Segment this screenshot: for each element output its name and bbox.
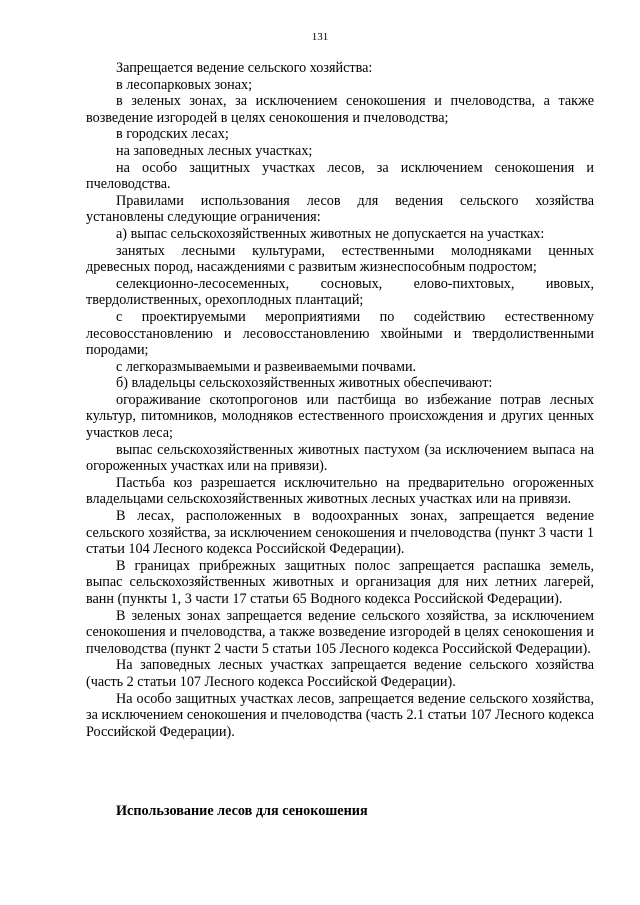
paragraph: в зеленых зонах, за исключением сенокошения и пчеловодства, а также возведение изгородей в целях сенокошения и пчеловодства; bbox=[86, 93, 594, 126]
paragraph: с проектируемыми мероприятиями по содействию естественному лесовосстановлению и лесовосстановлению хвойными и твердолиственными породами; bbox=[86, 308, 594, 359]
paragraph: В границах прибрежных защитных полос запрещается распашка земель, выпас сельскохозяйственных животных и организация для них летних лагерей, ванн (пункты 1, 3 части 17 статьи 65 Водного кодекса Российской Федерации). bbox=[86, 557, 594, 607]
section-heading: Использование лесов для сенокошения bbox=[116, 803, 368, 819]
paragraph: На особо защитных участках лесов, запрещается ведение сельского хозяйства, за исключением сенокошения и пчеловодства (часть 2.1 статьи 107 Лесного кодекса Российской Федерации). bbox=[86, 690, 594, 740]
paragraph: на особо защитных участках лесов, за исключением сенокошения и пчеловодства. bbox=[86, 159, 594, 193]
paragraph: занятых лесными культурами, естественными молодняками ценных древесных пород, насаждениями с развитым жизнеспособным подростом; bbox=[86, 242, 594, 276]
paragraph: а) выпас сельскохозяйственных животных не допускается на участках: bbox=[116, 225, 545, 242]
paragraph: Запрещается ведение сельского хозяйства: bbox=[116, 60, 373, 76]
paragraph: селекционно-лесосеменных, сосновых, елово-пихтовых, ивовых, твердолиственных, орехоплодных плантаций; bbox=[86, 275, 594, 309]
paragraph: в лесопарковых зонах; bbox=[116, 76, 253, 93]
paragraph: В лесах, расположенных в водоохранных зонах, запрещается ведение сельского хозяйства, за исключением сенокошения и пчеловодства (пункт 3 части 1 статьи 104 Лесного кодекса Российской Федерации). bbox=[86, 508, 594, 558]
paragraph: На заповедных лесных участках запрещается ведение сельского хозяйства (часть 2 статьи 107 Лесного кодекса Российской Федерации). bbox=[86, 657, 594, 690]
body-text bbox=[86, 60, 594, 740]
page-number: 131 bbox=[311, 31, 329, 43]
paragraph: В зеленых зонах запрещается ведение сельского хозяйства, за исключением сенокошения и пчеловодства, а также возведение изгородей в целях сенокошения и пчеловодства (пункт 2 части 5 статьи 105 Лесного кодекса Российской Федерации). bbox=[86, 607, 594, 657]
paragraph: б) владельцы сельскохозяйственных животных обеспечивают: bbox=[116, 375, 493, 392]
paragraph: Пастьба коз разрешается исключительно на предварительно огороженных владельцами сельскохозяйственных животных лесных участках или на привязи. bbox=[86, 474, 594, 508]
paragraph: Правилами использования лесов для ведения сельского хозяйства установлены следующие ограничения: bbox=[86, 192, 594, 226]
paragraph: на заповедных лесных участках; bbox=[116, 142, 313, 159]
paragraph: выпас сельскохозяйственных животных пастухом (за исключением выпаса на огороженных участках или на привязи). bbox=[86, 441, 594, 475]
paragraph: огораживание скотопрогонов или пастбища во избежание потрав лесных культур, питомников, молодняков естественного происхождения и других ценных участков леса; bbox=[86, 391, 594, 442]
paragraph: в городских лесах; bbox=[116, 126, 229, 143]
paragraph: с легкоразмываемыми и развеиваемыми почвами. bbox=[116, 358, 417, 375]
